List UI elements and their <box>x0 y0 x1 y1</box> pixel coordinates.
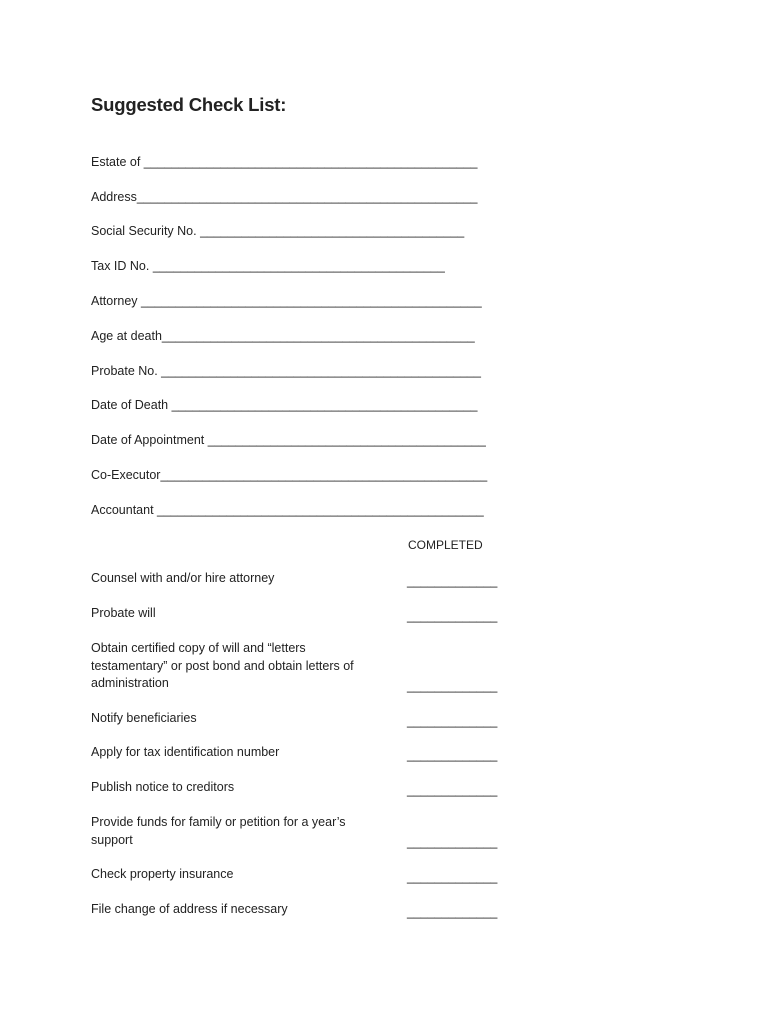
task-notify-beneficiaries-completed[interactable]: _____________ <box>407 714 498 728</box>
date-of-appointment-field[interactable]: Date of Appointment ________________________________________ <box>91 433 486 447</box>
task-provide-funds-completed[interactable]: _____________ <box>407 835 498 849</box>
page-title: Suggested Check List: <box>91 94 287 115</box>
task-probate-will: Probate will <box>91 606 156 620</box>
task-change-address: File change of address if necessary <box>91 902 288 916</box>
task-counsel-attorney: Counsel with and/or hire attorney <box>91 571 275 585</box>
task-change-address-completed[interactable]: _____________ <box>407 905 498 919</box>
age-at-death-field[interactable]: Age at death_____________________________________________ <box>91 329 475 343</box>
task-obtain-certified-copy-completed[interactable]: _____________ <box>407 679 498 693</box>
tax-id-field[interactable]: Tax ID No. __________________________________________ <box>91 259 445 273</box>
task-publish-notice-completed[interactable]: _____________ <box>407 783 498 797</box>
address-field[interactable]: Address_________________________________________________ <box>91 190 478 204</box>
task-provide-funds: Provide funds for family or petition for a year’s support <box>91 815 346 847</box>
task-notify-beneficiaries: Notify beneficiaries <box>91 711 197 725</box>
attorney-field[interactable]: Attorney _________________________________________________ <box>91 294 482 308</box>
social-security-field[interactable]: Social Security No. ______________________________________ <box>91 224 465 238</box>
task-publish-notice: Publish notice to creditors <box>91 780 235 794</box>
date-of-death-field[interactable]: Date of Death ____________________________________________ <box>91 398 478 412</box>
task-apply-tax-id-completed[interactable]: _____________ <box>407 748 498 762</box>
task-counsel-attorney-completed[interactable]: _____________ <box>407 574 498 588</box>
task-check-insurance: Check property insurance <box>91 867 234 881</box>
task-check-insurance-completed[interactable]: _____________ <box>407 870 498 884</box>
accountant-field[interactable]: Accountant _______________________________________________ <box>91 503 484 517</box>
estate-of-field[interactable]: Estate of ________________________________________________ <box>91 155 478 169</box>
task-probate-will-completed[interactable]: _____________ <box>407 609 498 623</box>
co-executor-field[interactable]: Co-Executor_______________________________________________ <box>91 468 488 482</box>
completed-column-header: COMPLETED <box>408 538 483 552</box>
probate-no-field[interactable]: Probate No. ______________________________________________ <box>91 364 481 378</box>
task-apply-tax-id: Apply for tax identification number <box>91 745 280 759</box>
task-obtain-certified-copy: Obtain certified copy of will and “letters testamentary” or post bond and obtain letters of administration <box>91 641 354 690</box>
